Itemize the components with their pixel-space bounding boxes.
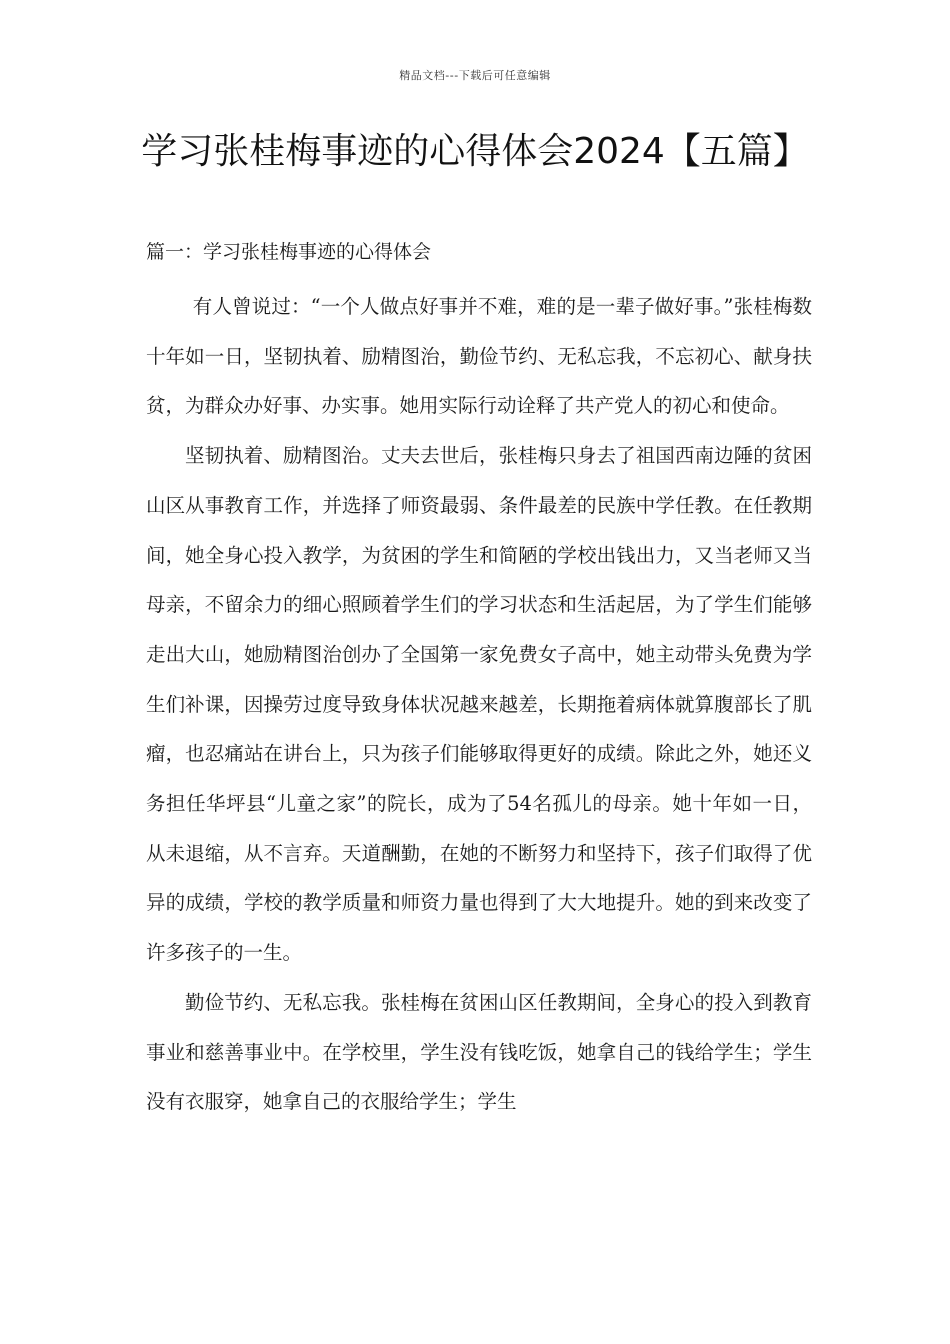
section-heading: 篇一：学习张桂梅事迹的心得体会 [146, 241, 432, 263]
paragraph: 勤俭节约、无私忘我。张桂梅在贫困山区任教期间，全身心的投入到教育事业和慈善事业中。在学校里，学生没有钱吃饭，她拿自己的钱给学生；学生没有衣服穿，她拿自己的衣服给学生；学生 [146, 990, 812, 1114]
document-title: 学习张桂梅事迹的心得体会2024【五篇】 [141, 131, 809, 172]
document-body [146, 282, 812, 1127]
page-header-note: 精品文档---下载后可任意编辑 [399, 69, 551, 82]
paragraph: 有人曾说过：“一个人做点好事并不难，难的是一辈子做好事。”张桂梅数十年如一日，坚韧执着、励精图治，勤俭节约、无私忘我，不忘初心、献身扶贫，为群众办好事、办实事。她用实际行动诠释了共产党人的初心和使命。 [146, 295, 812, 418]
paragraph: 坚韧执着、励精图治。丈夫去世后，张桂梅只身去了祖国西南边陲的贫困山区从事教育工作，并选择了师资最弱、条件最差的民族中学任教。在任教期间，她全身心投入教学，为贫困的学生和简陋的学校出钱出力，又当老师又当母亲，不留余力的细心照顾着学生们的学习状态和生活起居，为了学生们能够走出大山，她励精图治创办了全国第一家免费女子高中，她主动带头免费为学生们补课，因操劳过度导致身体状况越来越差，长期拖着病体就算腹部长了肌瘤，也忍痛站在讲台上，只为孩子们能够取得更好的成绩。除此之外，她还义务担任华坪县“儿童之家”的院长，成为了54名孤儿的母亲。她十年如一日，从未退缩，从不言弃。天道酬勤，在她的不断努力和坚持下，孩子们取得了优异的成绩，学校的教学质量和师资力量也得到了大大地提升。她的到来改变了许多孩子的一生。 [146, 444, 812, 965]
